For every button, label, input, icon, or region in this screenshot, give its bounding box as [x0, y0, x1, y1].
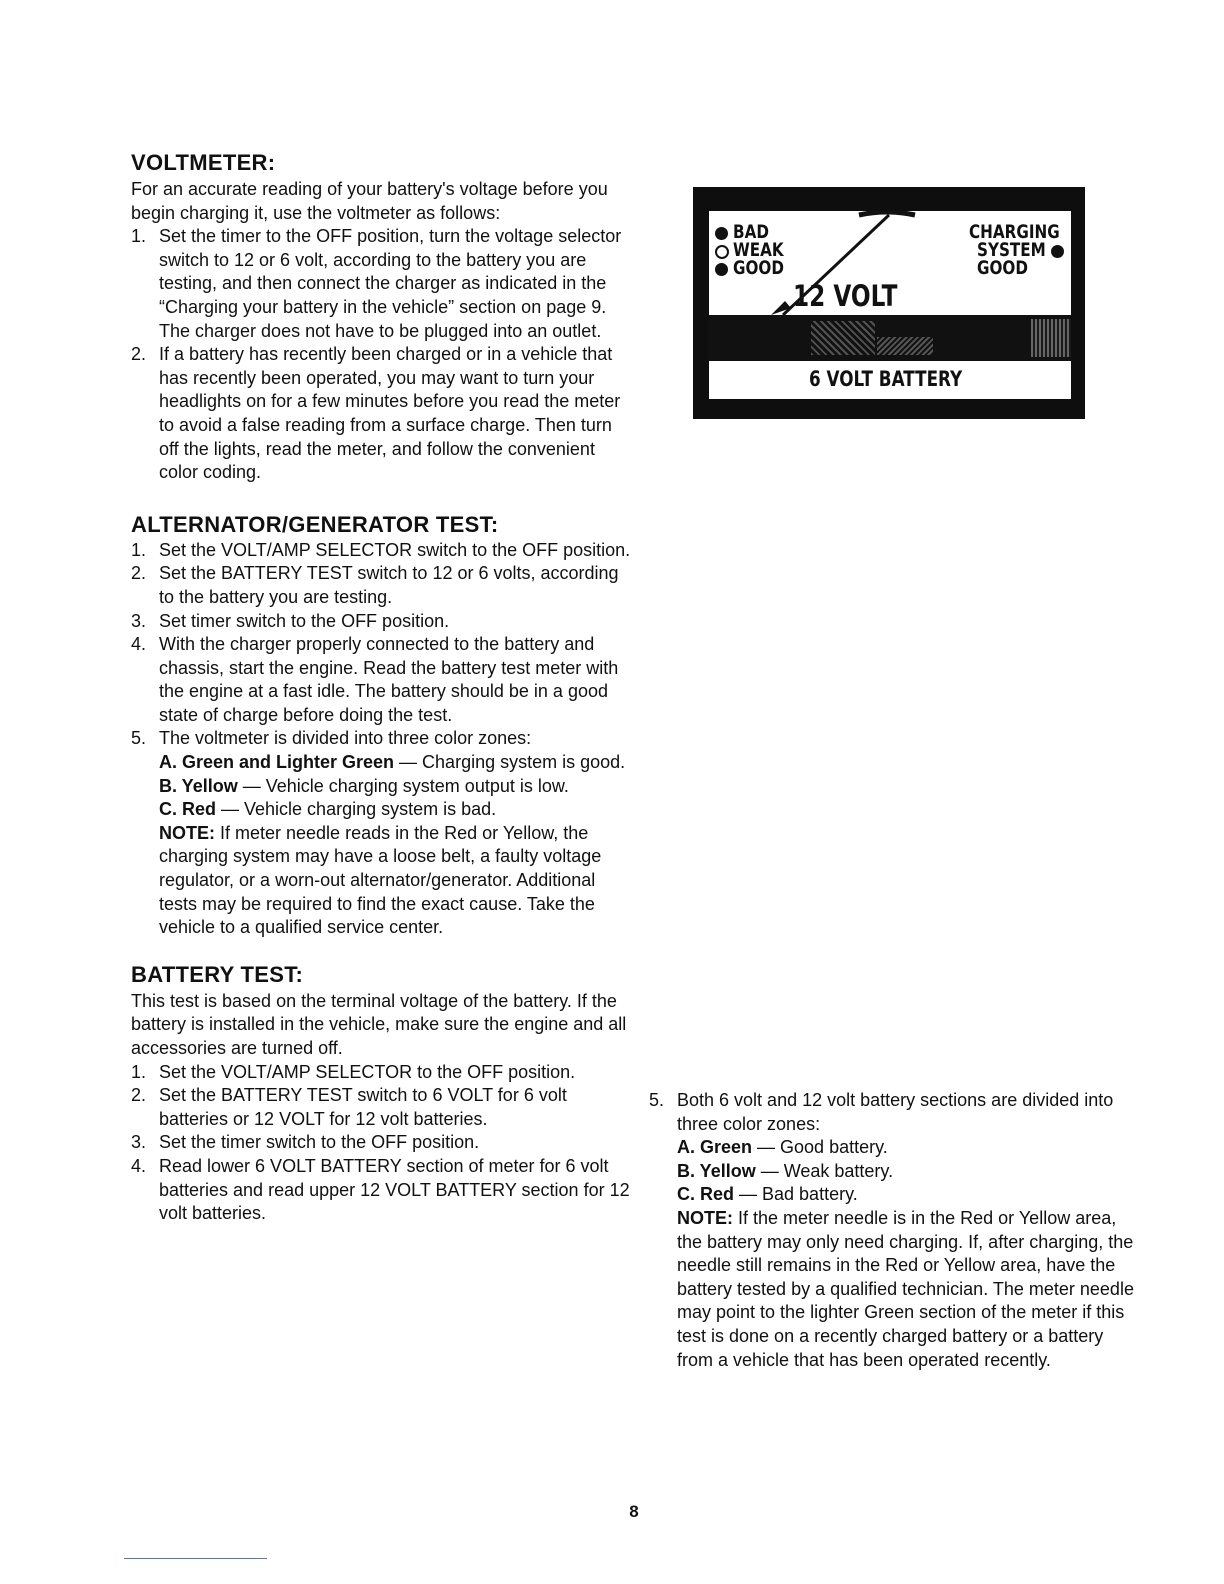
list-item — [131, 1061, 631, 1085]
step-text: Set the timer to the OFF position, turn the voltage selector switch to 12 or 6 volt, according to the battery you are testing, and then connect the charger as indicated in the “Charging your battery in the vehicle” section on page 9. The charger does not have to be plugged into an outlet. — [159, 226, 622, 341]
zone-item — [159, 775, 631, 799]
step-text: If a battery has recently been charged or in a vehicle that has recently been operated, you may want to turn your headlights on for a few minutes before you read the meter to avoid a false reading from a surface charge. Then turn off the lights, read the meter, and follow the convenient color coding. — [159, 344, 621, 483]
zone-text: — Bad battery. — [734, 1184, 858, 1205]
zone-label: C. Red — [677, 1184, 735, 1205]
list-item — [131, 225, 631, 343]
band-texture — [877, 337, 933, 355]
step-number: 3. — [131, 1132, 147, 1153]
step-text: With the charger properly connected to the battery and chassis, start the engine. Read the battery test meter with the engine at a fast idle. The battery should be in a good state of charge before doing the test. — [159, 634, 619, 725]
alternator-zones — [159, 751, 631, 940]
step-number: 5. — [131, 728, 147, 749]
meter-label-good: GOOD — [733, 257, 784, 279]
battery-test-intro: This test is based on the terminal voltage of the battery. If the battery is installed in the vehicle, make sure the engine and all accessories are turned off. — [131, 990, 627, 1058]
battery-test-steps-continued — [649, 1089, 1139, 1372]
zone-text: — Good battery. — [752, 1137, 888, 1158]
voltmeter-intro: For an accurate reading of your battery's voltage before you begin charging it, use the voltmeter as follows: — [131, 179, 608, 223]
meter-lower-scale — [709, 359, 1071, 399]
meter-label-6-volt: 6 VOLT BATTERY — [809, 367, 963, 391]
step-text: Read lower 6 VOLT BATTERY section of meter for 6 volt batteries and read upper 12 VOLT BATTERY section for 12 volt batteries. — [159, 1155, 630, 1224]
list-item — [131, 610, 631, 634]
meter-label-12-volt: 12 VOLT — [793, 279, 898, 313]
step-number: 2. — [131, 1085, 147, 1106]
zone-item — [159, 751, 631, 775]
zone-label: A. Green and Lighter Green — [159, 752, 395, 773]
alternator-note — [159, 822, 631, 940]
zone-item — [159, 798, 631, 822]
zone-label: A. Green — [677, 1137, 753, 1158]
battery-test-steps — [131, 1061, 631, 1226]
step-text: Set the VOLT/AMP SELECTOR to the OFF position. — [159, 1061, 576, 1082]
meter-label-system: SYSTEM — [977, 239, 1046, 261]
list-item — [131, 562, 631, 609]
meter-label-charging: CHARGING — [969, 221, 1060, 243]
step-number: 2. — [131, 563, 147, 584]
list-item — [131, 1084, 631, 1131]
zone-text: — Weak battery. — [755, 1160, 894, 1181]
bad-indicator-icon — [715, 227, 728, 240]
zone-label: C. Red — [159, 799, 217, 820]
band-texture — [1031, 319, 1071, 357]
charging-good-indicator-icon — [1051, 245, 1064, 258]
alternator-heading: ALTERNATOR/GENERATOR TEST: — [131, 511, 499, 537]
step-text: The voltmeter is divided into three color zones: — [159, 728, 532, 749]
list-item — [131, 343, 631, 485]
meter-color-band — [709, 315, 1071, 359]
left-column — [131, 150, 631, 1226]
step-number: 3. — [131, 610, 147, 631]
meter-label-weak: WEAK — [733, 239, 784, 261]
good-indicator-icon — [715, 263, 728, 276]
zone-item — [677, 1136, 1139, 1160]
step-number: 4. — [131, 1155, 147, 1176]
zone-text: — Charging system is good. — [394, 752, 626, 773]
step-text: Set the VOLT/AMP SELECTOR switch to the OFF position. — [159, 539, 631, 560]
step-number: 1. — [131, 1061, 147, 1082]
note-text: If the meter needle is in the Red or Yellow area, the battery may only need charging. If, after charging, the needle still remains in the Red or Yellow area, have the battery tested by a qualified technician. The meter needle may point to the lighter Green section of the meter if this test is done on a recently charged battery or a battery from a vehicle that has been operated recently. — [677, 1207, 1134, 1370]
note-label: NOTE: — [677, 1207, 733, 1228]
right-column — [649, 1089, 1139, 1372]
step-text: Set the timer switch to the OFF position. — [159, 1132, 480, 1153]
alternator-steps — [131, 539, 631, 940]
list-item — [131, 1131, 631, 1155]
zone-item — [677, 1160, 1139, 1184]
step-number: 2. — [131, 344, 147, 365]
list-item — [131, 727, 631, 939]
meter-label-system-good: GOOD — [977, 257, 1028, 279]
footer-rule — [124, 1558, 267, 1559]
step-text: Set the BATTERY TEST switch to 12 or 6 volts, according to the battery you are testing. — [159, 563, 619, 607]
zone-label: B. Yellow — [677, 1160, 756, 1181]
zone-label: B. Yellow — [159, 775, 238, 796]
zone-text: — Vehicle charging system is bad. — [216, 799, 497, 820]
battery-test-zones — [677, 1136, 1139, 1372]
list-item — [649, 1089, 1139, 1372]
step-number: 1. — [131, 226, 147, 247]
list-item — [131, 539, 631, 563]
meter-face — [709, 211, 1071, 315]
step-number: 5. — [649, 1090, 665, 1110]
note-text: If meter needle reads in the Red or Yellow, the charging system may have a loose belt, a faulty voltage regulator, or a worn-out alternator/generator. Additional tests may be required to find the exact cause. Take the vehicle to a qualified service center. — [159, 822, 602, 938]
battery-test-heading: BATTERY TEST: — [131, 961, 304, 987]
band-texture — [811, 321, 875, 355]
step-number: 4. — [131, 634, 147, 655]
voltmeter-heading: VOLTMETER: — [131, 150, 276, 175]
page-number: 8 — [629, 1502, 639, 1521]
zone-text: — Vehicle charging system output is low. — [237, 775, 569, 796]
battery-test-note — [677, 1207, 1139, 1372]
battery-meter-illustration — [693, 187, 1085, 419]
step-text: Set the BATTERY TEST switch to 6 VOLT for 6 volt batteries or 12 VOLT for 12 volt batteries. — [159, 1085, 567, 1129]
note-label: NOTE: — [159, 822, 215, 843]
step-number: 1. — [131, 539, 147, 560]
zone-item — [677, 1183, 1139, 1207]
weak-indicator-icon — [715, 245, 729, 259]
list-item — [131, 1155, 631, 1226]
step-text: Set timer switch to the OFF position. — [159, 610, 450, 631]
voltmeter-steps — [131, 225, 631, 485]
meter-label-bad: BAD — [733, 221, 769, 243]
list-item — [131, 633, 631, 727]
step-text: Both 6 volt and 12 volt battery sections are divided into three color zones: — [677, 1090, 1114, 1134]
